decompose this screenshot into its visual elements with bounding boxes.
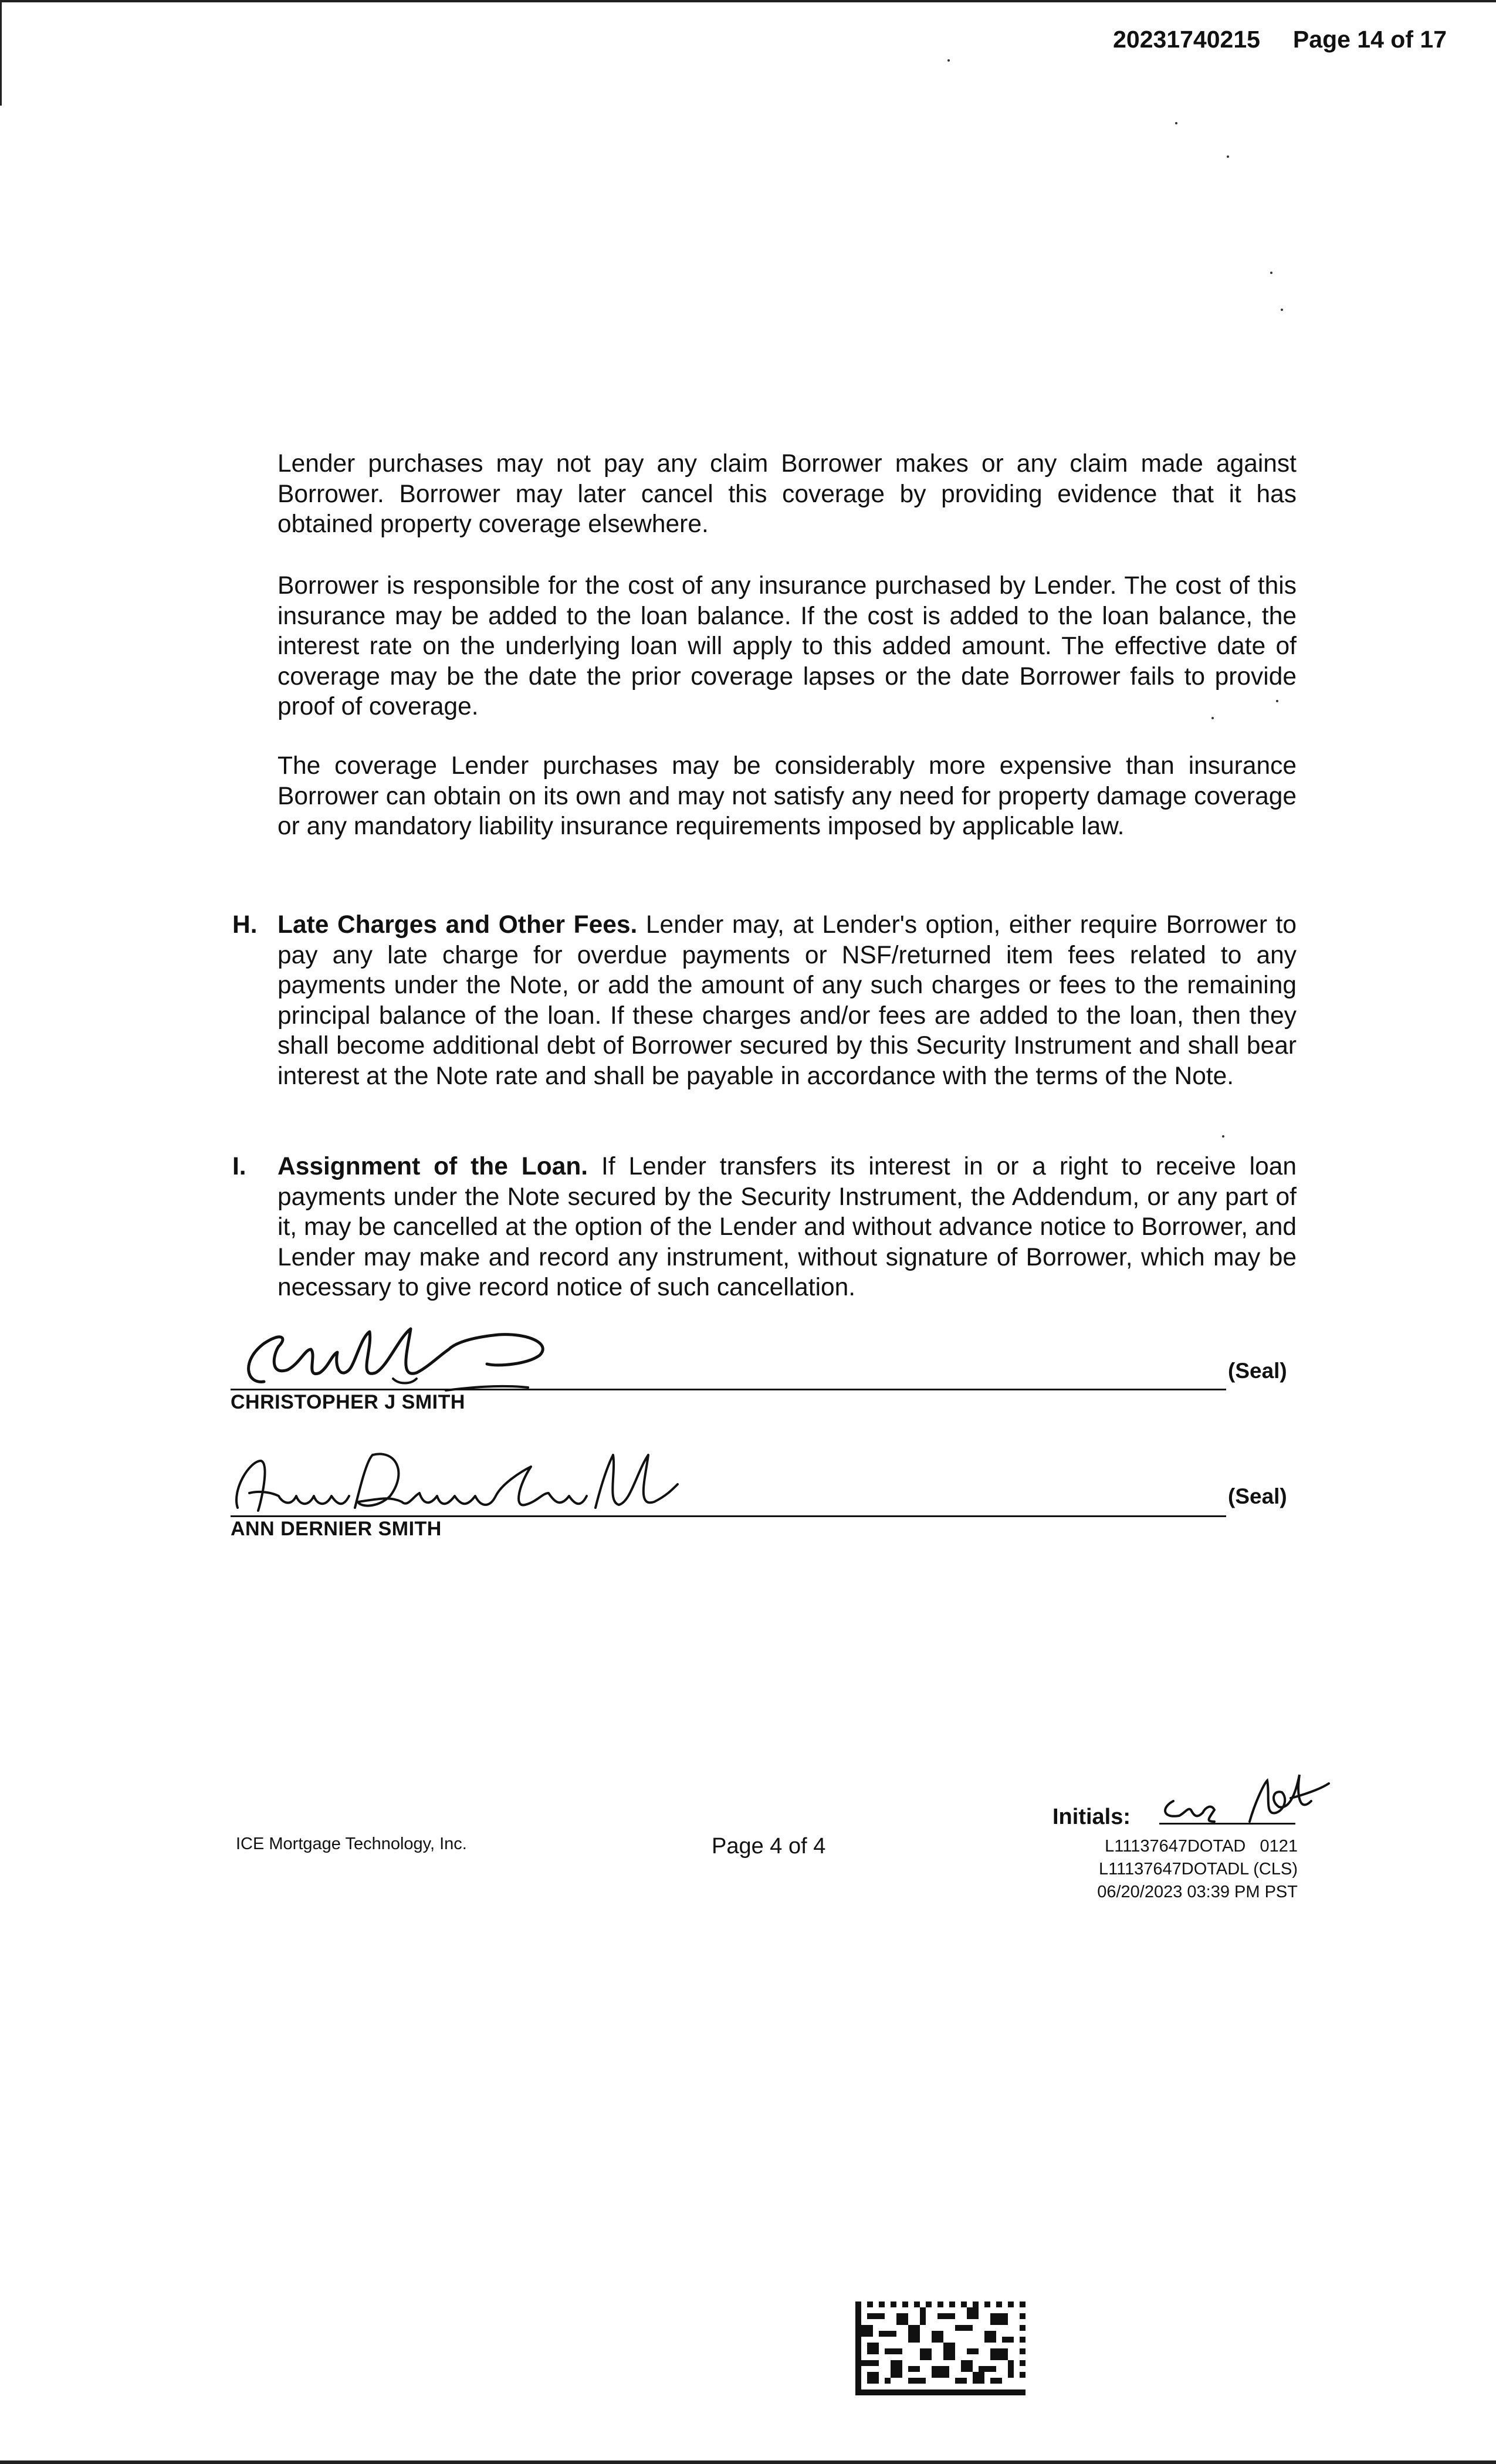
item-late-charges: [277, 910, 1297, 1091]
scan-speck: [1227, 155, 1229, 158]
initials-label: Initials:: [1052, 1805, 1131, 1829]
document-code-1: L11137647DOTAD 0121: [1105, 1837, 1298, 1856]
item-heading: Late Charges and Other Fees.: [277, 911, 638, 939]
scan-speck: [1222, 1135, 1224, 1138]
paragraph-insurance-cost: Borrower is responsible for the cost of any insurance purchased by Lender. The cost of this insurance may be added to the loan balance. If the cost is added to the loan balance, the interest rate on the underlying loan will apply to this added amount. The effective date of coverage may be the date the prior coverage lapses or the date Borrower fails to provide proof of coverage.: [277, 572, 1297, 720]
signature-ann-dernier-smith: [226, 1437, 695, 1525]
item-text: If Lender transfers its interest in or a right to receive loan payments under the Note secured by the Security Instrument, the Addendum, or any part of it, may be cancelled at the option of the Lender and without advance notice to Borrower, and Lender may make and record any instrument, without signature of Borrower, which may be necessary to give record notice of such cancellation.: [277, 1153, 1297, 1301]
scan-speck: [1175, 122, 1177, 124]
signer-name-christopher: CHRISTOPHER J SMITH: [231, 1391, 465, 1413]
item-text: Lender may, at Lender's option, either require Borrower to pay any late charge for overdue payments or NSF/returned item fees related to any payments under the Note, or add the amount of any such charges or fees to the remaining principal balance of the loan. If these charges and/or fees are added to the loan, then they shall become additional debt of Borrower secured by this Security Instrument and shall bear interest at the Note rate and shall be payable in accordance with the terms of the Note.: [277, 911, 1297, 1090]
initials-handwriting: [1150, 1766, 1332, 1830]
document-code-2: L11137647DOTADL (CLS): [1098, 1860, 1298, 1879]
scan-speck: [1281, 309, 1283, 311]
item-heading: Assignment of the Loan.: [277, 1153, 588, 1180]
item-label-i: I.: [232, 1153, 246, 1180]
data-matrix-barcode: [855, 2301, 1025, 2395]
document-codes: [1068, 1835, 1298, 1904]
paragraph-coverage-expense: The coverage Lender purchases may be considerably more expensive than insurance Borrower can obtain on its own and may not satisfy any need for property damage coverage or any mandatory liability insurance requirements imposed by applicable law.: [277, 752, 1297, 840]
seal-label-2: (Seal): [1228, 1484, 1287, 1508]
document-timestamp: 06/20/2023 03:39 PM PST: [1097, 1883, 1298, 1901]
page-counter: Page 14 of 17: [1292, 26, 1447, 53]
company-name: ICE Mortgage Technology, Inc.: [236, 1835, 467, 1853]
page-bottom-border: [0, 2460, 1496, 2464]
signer-name-ann: ANN DERNIER SMITH: [231, 1518, 442, 1540]
initials-line: [1159, 1823, 1295, 1825]
document-header: [1080, 26, 1447, 53]
footer-page-number: Page 4 of 4: [712, 1834, 826, 1859]
scan-speck: [1270, 272, 1272, 274]
page-top-border: [0, 0, 1496, 2]
paragraph-coverage-claims: Lender purchases may not pay any claim Borrower makes or any claim made against Borrower. Borrower may later cancel this coverage by providing evidence that it has obtained property coverage elsewhere.: [277, 450, 1297, 538]
signature-line-1: [231, 1389, 1226, 1390]
item-assignment: [277, 1152, 1297, 1303]
page-left-border: [0, 0, 2, 106]
document-number: 20231740215: [1113, 26, 1260, 53]
item-label-h: H.: [232, 911, 258, 939]
seal-label-1: (Seal): [1228, 1359, 1287, 1383]
signature-line-2: [231, 1515, 1226, 1517]
scan-speck: [947, 59, 950, 62]
